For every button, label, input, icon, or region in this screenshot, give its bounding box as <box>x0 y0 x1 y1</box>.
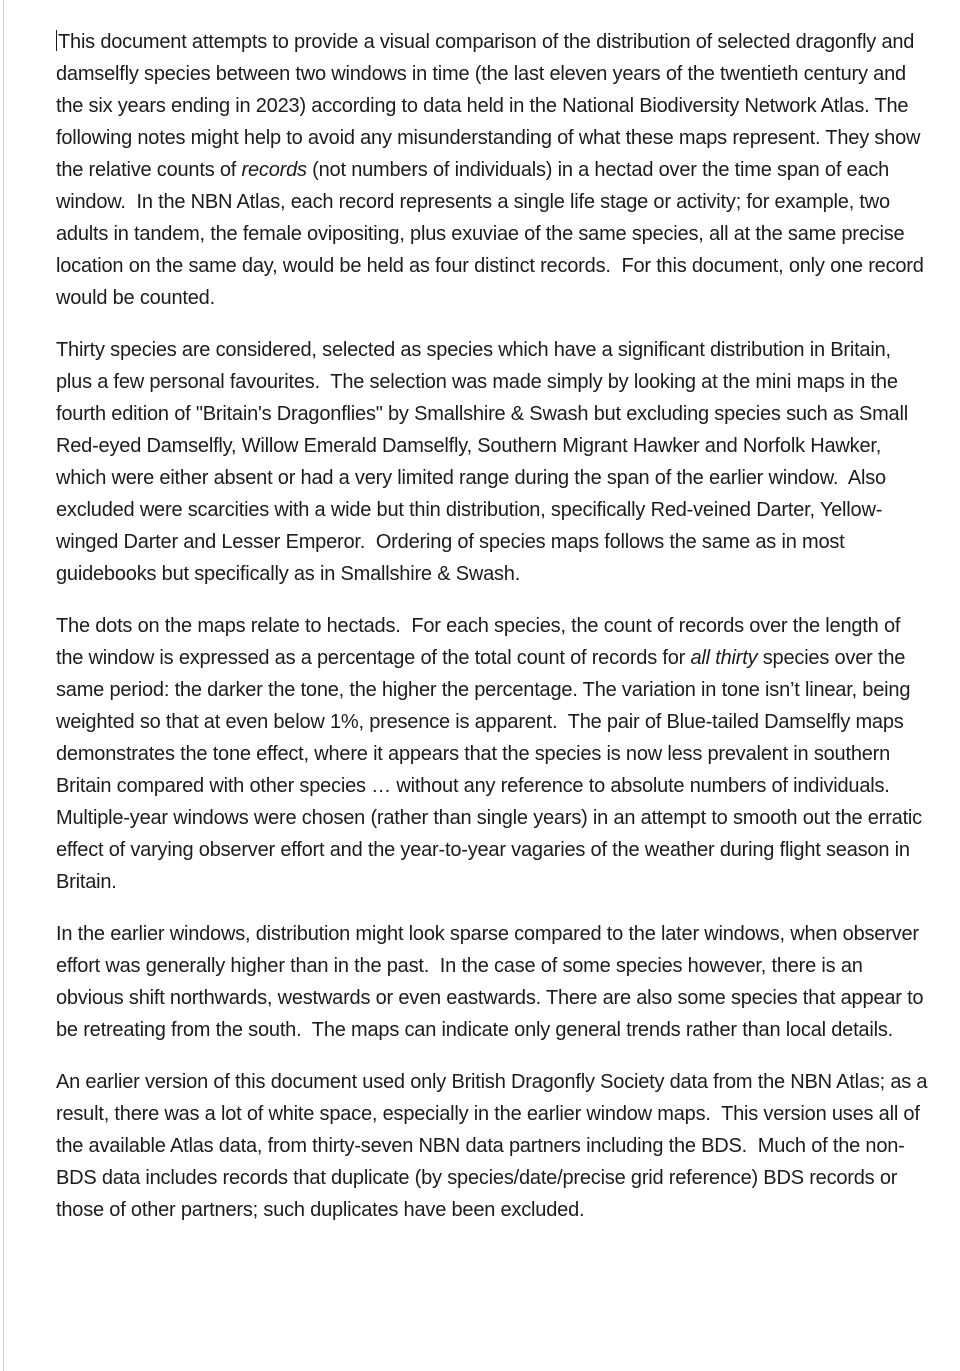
page-edge-line <box>3 0 4 1371</box>
text-segment: The dots on the maps relate to hectads. For each species, the count of records over the length of the window is expressed as a percentage of the total count of records for <box>56 615 906 669</box>
text-segment: Thirty species are considered, selected as species which have a significant distribution in Britain, plus a few personal favourites. The selection was made simply by looking at the mini maps in the fourth edition of "Britain's Dragonflies" by Smallshire & Swash but excluding species such as Small Red-eyed Damselfly, Willow Emerald Damselfly, Southern Migrant Hawker and Norfolk Hawker, which were either absent or had a very limited range during the span of the earlier window. Also excluded were scarcities with a wide but thin distribution, specifically Red-veined Darter, Yellow-winged Darter and Lesser Emperor. Ordering of species maps follows the same as in most guidebooks but specifically as in Smallshire & Swash. <box>56 339 914 585</box>
text-segment: An earlier version of this document used only British Dragonfly Society data from the NBN Atlas; as a result, there was a lot of white space, especially in the earlier window maps. This version uses all of the available Atlas data, from thirty-seven NBN data partners including the BDS. Much of the non-BDS data includes records that duplicate (by species/date/precise grid reference) BDS records or those of other partners; such duplicates have been excluded. <box>56 1071 933 1221</box>
paragraph[interactable] <box>56 334 928 590</box>
text-segment: In the earlier windows, distribution might look sparse compared to the later windows, when observer effort was generally higher than in the past. In the case of some species however, there is an obvious shift northwards, westwards or even eastwards. There are also some species that appear to be retreating from the south. The maps can indicate only general trends rather than local details. <box>56 923 929 1041</box>
italic-text-segment: all thirty <box>690 647 758 669</box>
text-segment: This document attempts to provide a visual comparison of the distribution of selected dragonfly and damselfly species between two windows in time (the last eleven years of the twentieth century and the six years ending in 2023) according to data held in the National Biodiversity Network Atlas. The following notes might help to avoid any misunderstanding of what these maps represent. They show the relative counts of <box>56 31 926 181</box>
paragraph[interactable] <box>56 918 928 1046</box>
text-segment: species over the same period: the darker the tone, the higher the percentage. The variation in tone isn’t linear, being weighted so that at even below 1%, presence is apparent. The pair of Blue-tailed Damselfly maps demonstrates the tone effect, where it appears that the species is now less prevalent in southern Britain compared with other species … without any reference to absolute numbers of individuals. Multiple-year windows were chosen (rather than single years) in an attempt to smooth out the erratic effect of varying observer effort and the year-to-year vagaries of the weather during flight season in Britain. <box>56 647 928 893</box>
italic-text-segment: records <box>241 159 307 181</box>
text-cursor <box>56 30 57 51</box>
paragraph[interactable] <box>56 1066 933 1226</box>
paragraph[interactable] <box>56 610 928 898</box>
paragraph[interactable] <box>56 26 928 314</box>
document-body[interactable] <box>56 26 933 1246</box>
text-segment: (not numbers of individuals) in a hectad over the time span of each window. In the NBN Atlas, each record represents a single life stage or activity; for example, two adults in tandem, the female ovipositing, plus exuviae of the same species, all at the same precise location on the same day, would be held as four distinct records. For this document, only one record would be counted. <box>56 159 930 309</box>
